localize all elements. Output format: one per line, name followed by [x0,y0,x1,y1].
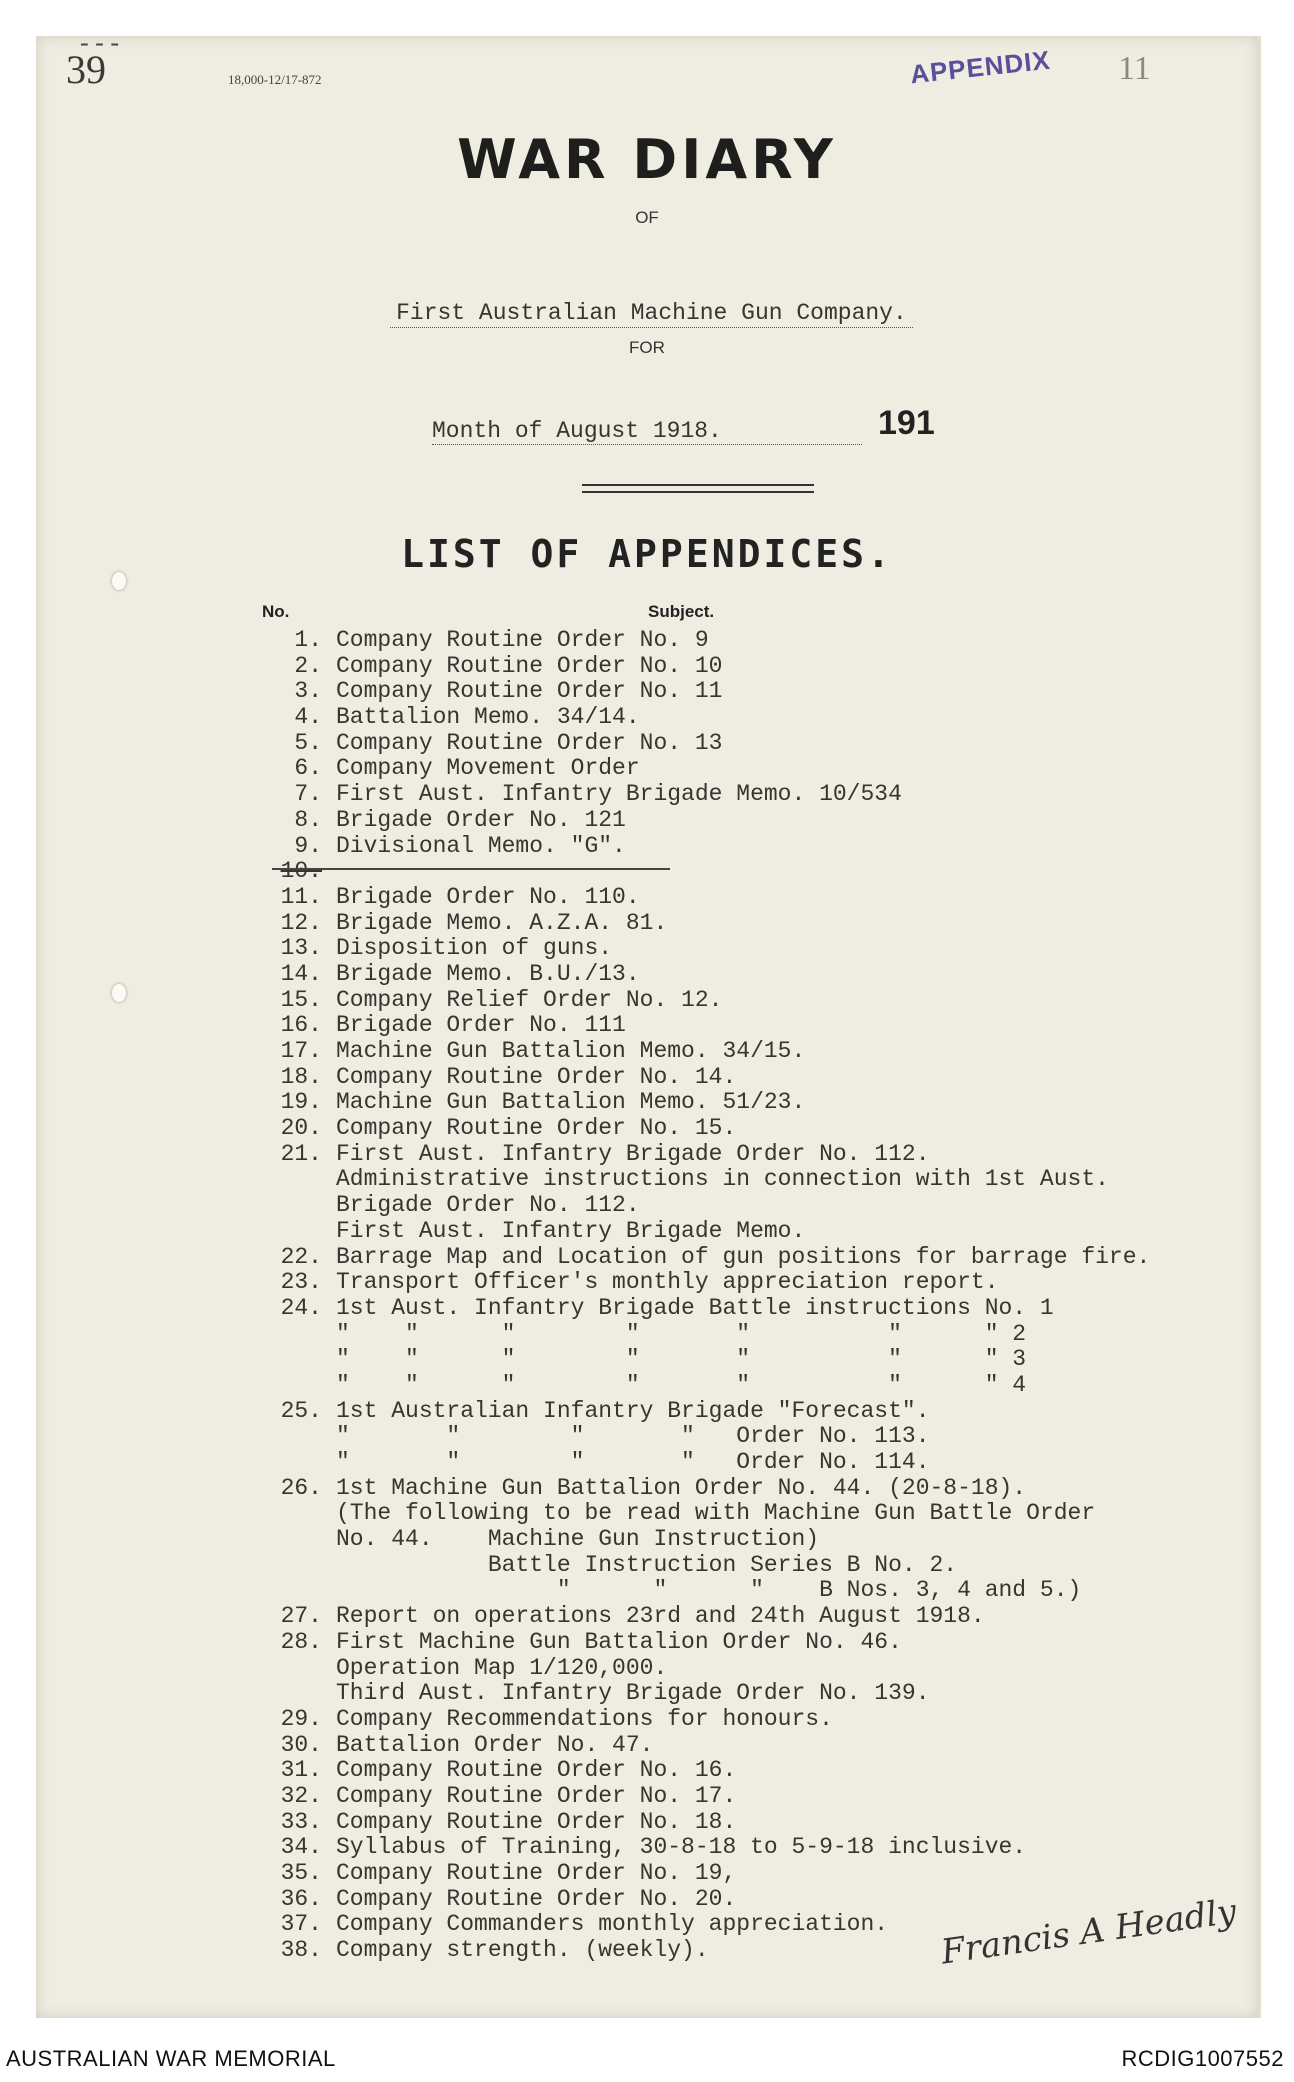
item-number: 26. [280,1474,322,1501]
item-subject: Transport Officer's monthly appreciation report. [336,1269,999,1296]
item-number: 32. [280,1782,322,1809]
item-subject: Operation Map 1/120,000. [336,1654,668,1681]
item-number: 6. [294,755,322,782]
item-subject: 1st Machine Gun Battalion Order No. 44. (20-8-18). [336,1474,1027,1501]
item-subject: " " " B Nos. 3, 4 and 5.) [336,1577,1082,1604]
list-item [0,1450,1294,1476]
list-item [0,705,1294,731]
list-item [0,988,1294,1014]
list-item [0,1630,1294,1656]
list-item [0,1245,1294,1271]
item-subject: Administrative instructions in connection with 1st Aust. [336,1166,1109,1193]
item-number: 9. [294,832,322,859]
list-item [0,1399,1294,1425]
item-subject: Brigade Memo. B.U./13. [336,960,640,987]
divider-rule [582,484,814,486]
strikethrough-line [272,868,670,870]
item-number: 24. [280,1294,322,1321]
month-field: Month of August 1918. [432,418,862,445]
item-subject: Brigade Memo. A.Z.A. 81. [336,909,668,936]
item-number: 4. [294,704,322,731]
list-item [0,1167,1294,1193]
item-number: 29. [280,1705,322,1732]
list-item [0,1784,1294,1810]
item-subject: Company Routine Order No. 13 [336,729,723,756]
item-subject: Report on operations 23rd and 24th August 1918. [336,1603,985,1630]
list-item [0,1322,1294,1348]
item-number: 30. [280,1731,322,1758]
item-subject: Company Relief Order No. 12. [336,986,723,1013]
item-subject: Divisional Memo. "G". [336,832,626,859]
item-subject: Machine Gun Battalion Memo. 51/23. [336,1089,806,1116]
list-item [0,1553,1294,1579]
list-item [0,1270,1294,1296]
item-number: 12. [280,909,322,936]
item-subject: " " " " " " " 4 [336,1371,1027,1398]
list-item [0,731,1294,757]
item-number: 37. [280,1911,322,1938]
list-item [0,1810,1294,1836]
item-number: 11. [280,883,322,910]
list-item [0,1578,1294,1604]
footer-archive-name: AUSTRALIAN WAR MEMORIAL [6,2046,336,2071]
list-item [0,1296,1294,1322]
item-number: 22. [280,1243,322,1270]
list-item [0,1116,1294,1142]
list-item [0,628,1294,654]
item-number: 35. [280,1860,322,1886]
list-item [0,1090,1294,1116]
print-code: 18,000-12/17-872 [228,72,322,87]
item-number: 25. [280,1397,322,1424]
pencil-note: 11 [1118,50,1151,87]
column-header-subject: Subject. [648,602,715,621]
year-print: 191 [878,404,935,442]
appendix-list [0,628,1294,1964]
item-number: 13. [280,935,322,962]
item-number: 15. [280,986,322,1013]
item-subject: Company Routine Order No. 9 [336,627,709,653]
item-subject: " " " " " " " 3 [336,1346,1027,1373]
item-number: 33. [280,1808,322,1835]
item-subject: (The following to be read with Machine Gun Battle Order [336,1500,1096,1527]
item-number: 36. [280,1885,322,1912]
item-subject: Brigade Order No. 111 [336,1012,626,1039]
item-subject: Barrage Map and Location of gun positions for barrage fire. [336,1243,1151,1270]
item-subject: Brigade Order No. 110. [336,883,640,910]
list-item [0,1861,1294,1887]
item-number: 7. [294,781,322,808]
for-label: FOR [629,338,665,357]
item-number: 27. [280,1603,322,1630]
list-item [0,1424,1294,1450]
item-subject: 1st Australian Infantry Brigade "Forecast". [336,1397,930,1424]
list-item [0,782,1294,808]
item-subject: " " " " " " " 2 [336,1320,1027,1347]
item-subject: Company Movement Order [336,755,640,782]
list-item [0,1681,1294,1707]
list-item [0,1347,1294,1373]
item-subject: Battalion Order No. 47. [336,1731,654,1758]
item-subject: Company Routine Order No. 10 [336,652,723,679]
list-item [0,1604,1294,1630]
item-number: 2. [294,652,322,679]
list-item [0,936,1294,962]
item-number: 18. [280,1063,322,1090]
list-item [0,1039,1294,1065]
list-item [0,1887,1294,1913]
list-item [0,1373,1294,1399]
list-item [0,1219,1294,1245]
item-number: 3. [294,678,322,705]
item-number: 10. [280,858,322,885]
appendix-stamp: APPENDIX [908,44,1053,90]
item-number: 31. [280,1757,322,1784]
item-subject: Disposition of guns. [336,935,613,962]
list-item [0,679,1294,705]
list-item [0,808,1294,834]
item-subject: Company Routine Order No. 18. [336,1808,737,1835]
list-item [0,911,1294,937]
list-item [0,1656,1294,1682]
item-subject: Company Routine Order No. 14. [336,1063,737,1090]
footer-record-id: RCDIG1007552 [1121,2046,1284,2071]
item-subject: " " " " Order No. 114. [336,1449,930,1475]
item-number: 21. [280,1140,322,1167]
list-item [0,654,1294,680]
list-item [0,834,1294,860]
divider-rule [582,491,814,493]
unit-name: First Australian Machine Gun Company. [390,300,913,328]
item-number: 8. [294,806,322,833]
list-item [0,1835,1294,1861]
item-number: 17. [280,1038,322,1064]
item-subject: Machine Gun Battalion Memo. 34/15. [336,1038,806,1064]
item-subject: Third Aust. Infantry Brigade Order No. 139. [336,1680,930,1707]
list-item [0,1733,1294,1759]
item-number: 14. [280,960,322,987]
list-item [0,756,1294,782]
list-item [0,962,1294,988]
signature: Francis A Headly [938,1891,1239,1973]
item-subject: First Machine Gun Battalion Order No. 46. [336,1628,902,1655]
item-subject: First Aust. Infantry Brigade Memo. 10/534 [336,781,902,808]
item-number: 16. [280,1012,322,1039]
item-subject: No. 44. Machine Gun Instruction) [336,1526,820,1553]
item-subject: Brigade Order No. 112. [336,1192,640,1219]
item-subject: Battle Instruction Series B No. 2. [336,1551,958,1578]
item-number: 23. [280,1269,322,1296]
column-header-no: No. [262,602,290,621]
item-subject: First Aust. Infantry Brigade Order No. 112. [336,1140,930,1167]
unit-line [0,282,1294,328]
item-subject: Company Routine Order No. 17. [336,1782,737,1809]
folio-mark: - - - [80,28,119,57]
list-item [0,1013,1294,1039]
item-subject: 1st Aust. Infantry Brigade Battle instructions No. 1 [336,1294,1054,1321]
item-subject: Company Commanders monthly appreciation. [336,1911,889,1938]
item-subject: Company strength. (weekly). [336,1937,709,1964]
item-number: 20. [280,1115,322,1142]
list-item [0,1501,1294,1527]
item-subject: Company Routine Order No. 16. [336,1757,737,1784]
item-subject: Company Routine Order No. 15. [336,1115,737,1142]
item-subject: " " " " Order No. 113. [336,1423,930,1450]
of-label: OF [635,208,659,227]
item-number: 19. [280,1089,322,1116]
item-number: 34. [280,1834,322,1861]
list-item [0,885,1294,911]
item-number: 1. [294,627,322,653]
item-subject: Brigade Order No. 121 [336,806,626,833]
list-item [0,1758,1294,1784]
list-item [0,1707,1294,1733]
page-title: WAR DIARY [457,128,837,191]
list-item [0,1193,1294,1219]
list-item [0,1527,1294,1553]
item-subject: Company Recommendations for honours. [336,1705,833,1732]
item-subject: Battalion Memo. 34/14. [336,704,640,731]
list-item [0,1065,1294,1091]
item-subject: Company Routine Order No. 11 [336,678,723,705]
item-subject: Company Routine Order No. 19, [336,1860,737,1886]
item-number: 28. [280,1628,322,1655]
item-subject: First Aust. Infantry Brigade Memo. [336,1217,806,1244]
item-subject: Company Routine Order No. 20. [336,1885,737,1912]
list-item [0,1476,1294,1502]
item-subject: Syllabus of Training, 30-8-18 to 5-9-18 inclusive. [336,1834,1027,1861]
list-item [0,859,1294,885]
folio-number: 39 [66,47,106,92]
list-heading: LIST OF APPENDICES. [401,532,893,576]
item-number: 38. [280,1937,322,1964]
item-number: 5. [294,729,322,756]
list-item [0,1142,1294,1168]
